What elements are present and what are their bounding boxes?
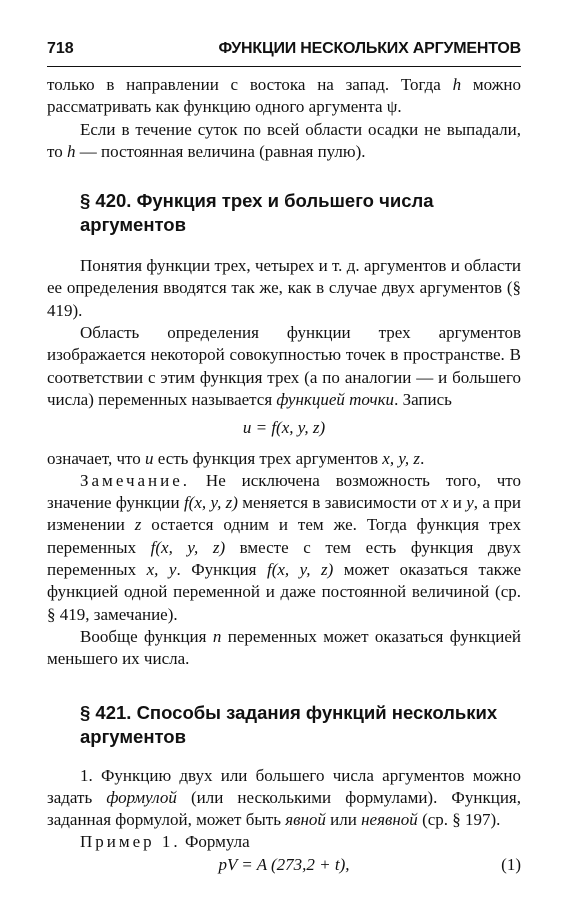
example-label: Пример 1. <box>80 832 181 852</box>
section-420-paragraph-2: Область определения функции трех аргументов изображается некоторой совокупностью точек в пространстве. В соответствии с этим функция трех (а по аналогии — и большего числа) переменных называется функцией точки. Запись <box>47 323 521 409</box>
page-number: 718 <box>47 40 74 57</box>
running-header <box>47 40 521 62</box>
example-1: Пример 1. Формула <box>80 832 250 852</box>
formula-u: u = f(x, y, z) <box>242 418 326 438</box>
section-420-paragraph-4: Вообще функция n переменных может оказаться функцией меньшего их числа. <box>47 626 521 669</box>
section-420-paragraph-3: означает, что u есть функция трех аргументов x, y, z. <box>47 448 425 468</box>
formula-1: pV = A (273,2 + t), <box>218 854 350 874</box>
remark-label: Замечание. <box>80 470 191 490</box>
page-body <box>47 74 521 876</box>
section-421-paragraph-1: 1. Функцию двух или большего числа аргументов можно задать формулой (или несколькими формулами). Функция, заданная формулой, может быть явной или неявной (ср. § 197). <box>47 765 521 830</box>
formula-1-row <box>47 854 521 876</box>
section-420-paragraph-1: Понятия функции трех, четырех и т. д. аргументов и области ее определения вводятся так же, как в случае двух аргументов (§ 419). <box>47 256 521 320</box>
running-title: ФУНКЦИИ НЕСКОЛЬКИХ АРГУМЕНТОВ <box>218 40 521 57</box>
intro-paragraph-1: только в направлении с востока на запад. Тогда h можно рассматривать как функцию одного аргумента ψ. <box>47 75 521 117</box>
intro-paragraph-2: Если в течение суток по всей области осадки не выпадали, то h — постоянная величина (равная пулю). <box>47 119 521 161</box>
section-420-remark: Замечание. Не исключена возможность того, что значение функции f(x, y, z) меняется в зависимости от x и y, а при изменении z остается одним и тем же. Тогда функция трех переменных f(x, y, z) вместе с тем есть функция двух переменных x, y. Функция f(x, y, z) может оказаться также функцией одной переменной и даже постоянной величиной (ср. § 419, замечание). <box>47 470 521 624</box>
section-421-heading: § 421. Способы задания функций нескольких аргументов <box>80 701 498 747</box>
formula-number: (1) <box>501 854 521 874</box>
section-420-heading: § 420. Функция трех и большего числа аргументов <box>80 190 434 236</box>
header-rule <box>47 66 521 67</box>
